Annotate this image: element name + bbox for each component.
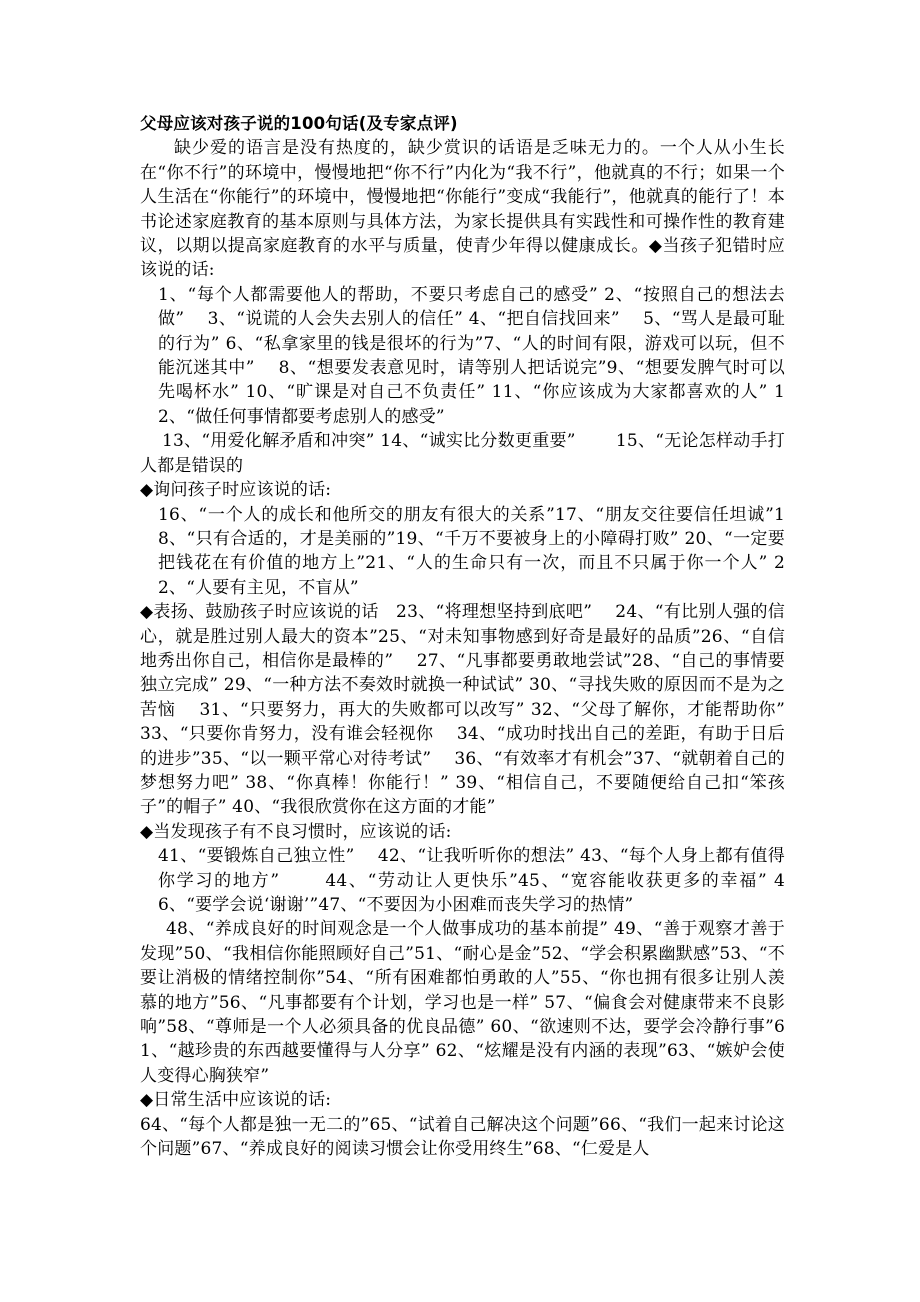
section2-heading: ◆询问孩子时应该说的话:	[140, 480, 332, 501]
document-title: 父母应该对孩子说的100句话(及专家点评)	[140, 114, 458, 133]
section1-body: 1、“每个人都需要他人的帮助，不要只考虑自己的感受” 2、“按照自己的想法去做” 3、“说谎的人会失去别人的信任” 4、“把自信找回来” 5、“骂人是最可耻的行为” 6、“私拿家里的钱是很坏的行为”7、“人的时间有限，游戏可以玩，但不能沉迷其中” 8、“想要发表意见时，请等别人把话说完”9、“想要发脾气时可以先喝杯水” 10、“旷课是对自己不负责任” 11、“你应该成为大家都喜欢的人” 12、“做任何事情都要考虑别人的感受”	[158, 284, 785, 427]
section2-body: 16、“一个人的成长和他所交的朋友有很大的关系”17、“朋友交往要信任坦诚”18、“只有合适的，才是美丽的”19、“千万不要被身上的小障碍打败” 20、“一定要把钱花在有价值的地方上”21、“人的生命只有一次，而且不只属于你一个人” 22、“人要有主见，不盲从”	[158, 504, 785, 598]
section5-heading: ◆日常生活中应该说的话:	[140, 1090, 332, 1111]
section3-body: 23、“将理想坚持到底吧” 24、“有比别人强的信心，就是胜过别人最大的资本”25、“对未知事物感到好奇是最好的品质”26、“自信地秀出你自己，相信你是最棒的” 27、“凡事都要勇敢地尝试”28、“自己的事情要独立完成” 29、“一种方法不奏效时就换一种试试” 30、“寻找失败的原因而不是为之苦恼 31、“只要努力，再大的失败都可以改写” 32、“父母了解你，才能帮助你” 33、“只要你肯努力，没有谁会轻视你 34、“成功时找出自己的差距，有助于日后的进步”35、“以一颗平常心对待考试” 36、“有效率才有机会”37、“就朝着自己的梦想努力吧” 38、“你真棒！你能行！” 39、“相信自己，不要随便给自己扣“笨孩子”的帽子” 40、“我很欣赏你在这方面的才能”	[140, 602, 808, 818]
section4-body: 41、“要锻炼自己独立性” 42、“让我听听你的想法” 43、“每个人身上都有值得你学习的地方” 44、“劳动让人更快乐”45、“宽容能收获更多的幸福” 46、“要学会说‘谢谢’”47、“不要因为小困难而丧失学习的热情”	[158, 846, 785, 915]
intro-text: 缺少爱的语言是没有热度的，缺少赏识的话语是乏味无力的。一个人从小生长在“你不行”的环境中，慢慢地把“你不行”内化为“我不行”，他就真的不行；如果一个人生活在“你能行”的环境中，慢慢地把“你能行”变成“我能行”，他就真的能行了！本书论述家庭教育的基本原则与具体方法，为家长提供具有实践性和可操作性的教育建议，以期以提高家庭教育的水平与质量，使青少年得以健康成长。	[140, 138, 785, 257]
intro-paragraph	[140, 136, 785, 282]
section5-body: 64、“每个人都是独一无二的”65、“试着自己解决这个问题”66、“我们一起来讨论这个问题”67、“养成良好的阅读习惯会让你受用终生”68、“仁爱是人	[140, 1114, 785, 1160]
section3-paragraph	[140, 600, 808, 820]
section3-heading: ◆表扬、鼓励孩子时应该说的话	[140, 602, 379, 623]
section4-heading: ◆当发现孩子有不良习惯时，应该说的话:	[140, 821, 452, 842]
section1-heading: ◆当孩子犯错时应该说的话:	[140, 236, 785, 281]
section4-tail: 48、“养成良好的时间观念是一个人做事成功的基本前提” 49、“善于观察才善于发现”50、“我相信你能照顾好自己”51、“耐心是金”52、“学会积累幽默感”53、“不要让消极的情绪控制你”54、“所有困难都怕勇敢的人”55、“你也拥有很多让别人羡慕的地方”56、“凡事都要有个计划，学习也是一样” 57、“偏食会对健康带来不良影响”58、“尊师是一个人必须具备的优良品德” 60、“欲速则不达，要学会冷静行事”61、“越珍贵的东西越要懂得与人分享” 62、“炫耀是没有内涵的表现”63、“嫉妒会使人变得心胸狭窄”	[140, 919, 785, 1086]
section1-tail: 13、“用爱化解矛盾和冲突” 14、“诚实比分数更重要” 15、“无论怎样动手打人都是错误的	[140, 431, 785, 476]
document-page	[140, 112, 808, 1161]
